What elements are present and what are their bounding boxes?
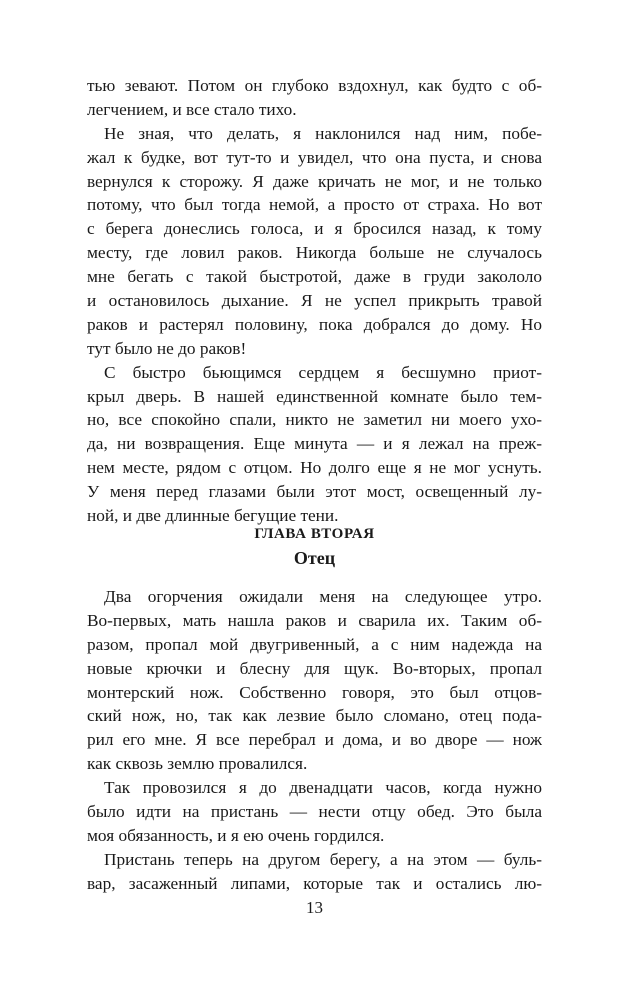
text-line: раков и растерял половину, пока добрался до дому. Но [87, 314, 542, 334]
text-line: да, ни возвращения. Еще минута — и я лежал на преж- [87, 434, 542, 454]
text-line: как сквозь землю провалился. [87, 754, 308, 774]
text-line: потому, что был тогда немой, а просто от страха. Но вот [87, 195, 542, 215]
text-line: тью зевают. Потом он глубоко вздохнул, как будто с об- [87, 76, 542, 95]
text-line: вернулся к сторожу. Я даже кричать не мог, и не только [87, 171, 542, 191]
text-line: С быстро бьющимся сердцем я бесшумно приот- [104, 362, 542, 382]
text-block-2 [87, 585, 542, 896]
page-number: 13 [306, 898, 323, 917]
text-line: крыл дверь. В нашей единственной комнате было тем- [87, 386, 542, 406]
text-line: Два огорчения ожидали меня на следующее утро. [104, 587, 542, 606]
text-line: ский нож, но, так как лезвие было сломано, отец пода- [87, 706, 542, 726]
text-line: жал к будке, вот тут-то и увидел, что она пуста, и снова [87, 147, 542, 167]
text-line: мне бегать с такой быстротой, даже в груди закололо [87, 267, 542, 287]
text-line: Не зная, что делать, я наклонился над ним, побе- [104, 123, 542, 143]
text-line: месту, где ловил раков. Никогда больше не случалось [87, 243, 542, 263]
text-line: было идти на пристань — нести отцу обед. Это была [87, 802, 542, 822]
text-line: Во-первых, мать нашла раков и сварила их. Таким об- [87, 610, 542, 630]
chapter-label: ГЛАВА ВТОРАЯ [254, 526, 375, 542]
text-line: монтерский нож. Собственно говоря, это был отцов- [87, 682, 542, 702]
text-line: новые крючки и блесну для щук. Во-вторых, пропал [87, 658, 542, 678]
text-line: легчением, и все стало тихо. [87, 99, 297, 119]
text-line: Так провозился я до двенадцати часов, когда нужно [104, 778, 542, 798]
text-line: разом, пропал мой двугривенный, а с ним надежда на [87, 634, 542, 654]
text-line: нем месте, рядом с отцом. Но долго еще я не мог уснуть. [87, 458, 542, 478]
text-line: У меня перед глазами были этот мост, освещенный лу- [87, 482, 542, 502]
text-line: вар, засаженный липами, которые так и остались лю- [87, 873, 542, 893]
text-line: и остановилось дыхание. Я не успел прикрыть травой [87, 291, 542, 311]
text-line: Пристань теперь на другом берегу, а на этом — буль- [104, 849, 542, 869]
text-block-1 [87, 74, 542, 528]
text-line: с берега донеслись голоса, и я бросился назад, к тому [87, 219, 542, 239]
text-line: тут было не до раков! [87, 338, 247, 358]
text-line: но, все спокойно спали, никто не заметил ни моего ухо- [87, 410, 542, 430]
text-line: рил его мне. Я все перебрал и дома, и во дворе — нож [87, 730, 542, 750]
chapter-title: Отец [293, 548, 336, 568]
text-line: моя обязанность, и я ею очень гордился. [87, 825, 385, 845]
text-line: ной, и две длинные бегущие тени. [87, 506, 339, 526]
